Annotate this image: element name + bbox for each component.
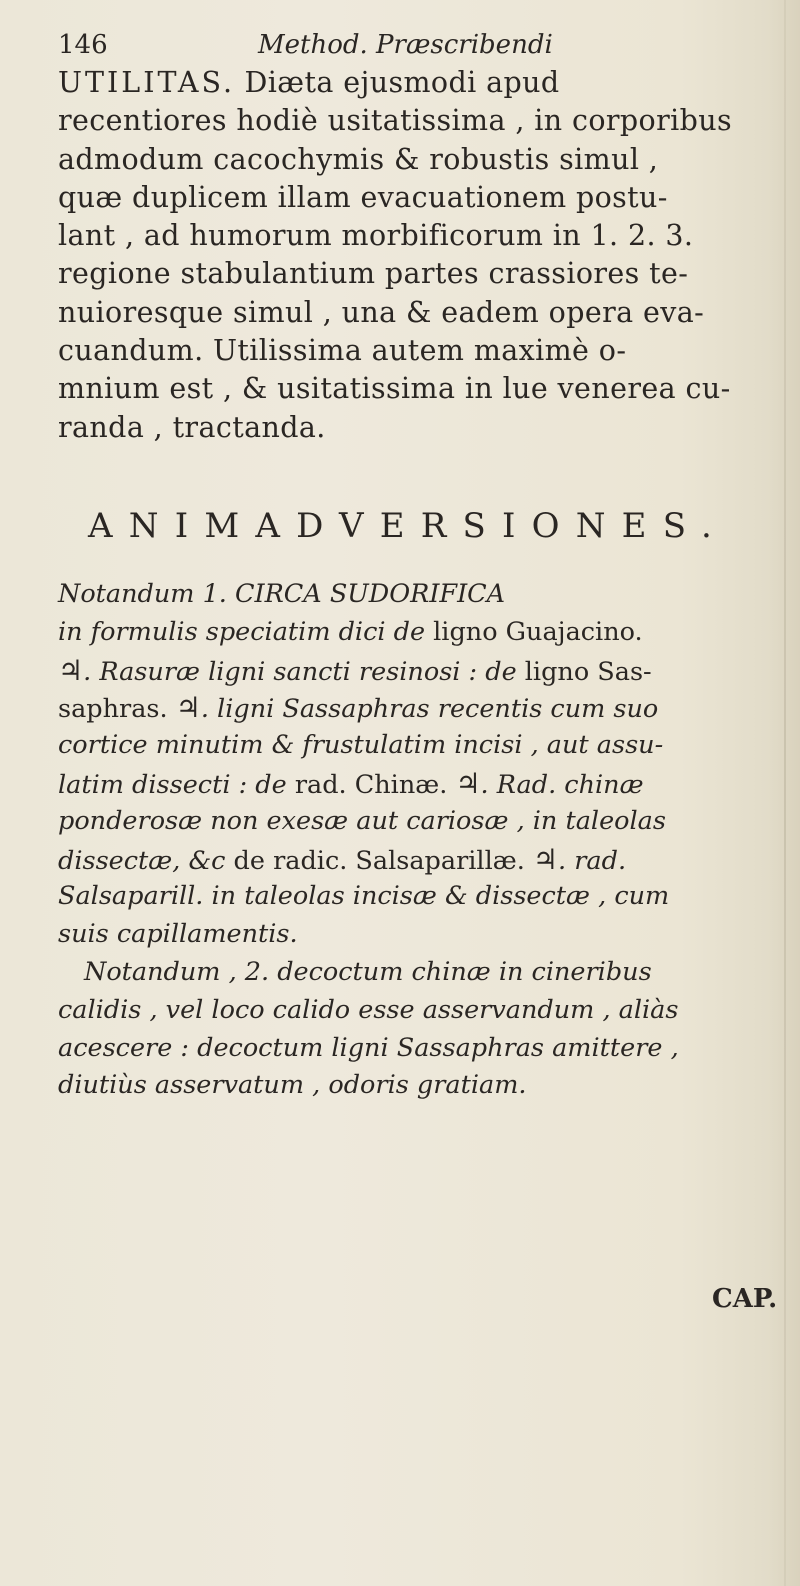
note-text: de radic. Salsaparillæ.: [233, 845, 533, 876]
note-text: dissectæ, &c: [58, 845, 234, 876]
note-text: in formulis speciatim dici de: [58, 616, 434, 647]
note-line: [58, 954, 778, 992]
note-text: cortice minutim & frustulatim incisi , aut assu-: [58, 730, 664, 761]
text-line: cuandum. Utilissima autem maximè o-: [58, 334, 627, 368]
note-text: acescere : decoctum ligni Sassaphras amittere ,: [58, 1032, 679, 1063]
line-text: Diæta ejusmodi apud: [235, 66, 560, 99]
note-text: . Rad. chinæ: [480, 769, 644, 800]
note-text: ligno Guajacino.: [433, 616, 643, 647]
recipe-symbol: ♃: [532, 842, 559, 876]
catchword: CAP.: [712, 1284, 778, 1314]
note-text: Salsaparill. in taleolas incisæ & dissectæ , cum: [58, 881, 670, 912]
utilitas-paragraph: [58, 64, 778, 447]
recipe-symbol: ♃: [58, 653, 84, 687]
note-text: calidis , vel loco calido esse asservandum , aliàs: [58, 994, 679, 1025]
section-heading: ANIMADVERSIONES.: [88, 506, 728, 546]
note-text: ligno Sas-: [524, 656, 652, 687]
note-line: [58, 916, 778, 954]
recipe-symbol: ♃: [455, 766, 481, 800]
text-line: quæ duplicem illam evacuationem postu-: [58, 180, 668, 214]
note-text: latim dissecti :: [58, 769, 256, 800]
note-line: [58, 841, 778, 879]
note-line: [58, 727, 778, 765]
note-text: de: [485, 656, 525, 687]
note-line: [58, 689, 778, 727]
note-text: suis capillamentis.: [58, 919, 298, 950]
note-text: Notandum , 2. decoctum chinæ in cineribus: [84, 956, 652, 987]
text-line: [58, 64, 778, 102]
note-text: . Rasuræ ligni sancti resinosi :: [83, 656, 486, 687]
page-number: 146: [58, 30, 108, 60]
note-text: saphras.: [58, 694, 176, 725]
text-line: lant , ad humorum morbificorum in 1. 2. 3.: [58, 219, 694, 253]
note-text: rad. Chinæ.: [294, 769, 456, 800]
note-line: [58, 803, 778, 841]
text-line: admodum cacochymis & robustis simul ,: [58, 142, 659, 176]
running-head: Method. Præscribendi: [258, 30, 553, 60]
text-line: randa , tractanda.: [58, 410, 326, 444]
note-text: ponderosæ non exesæ aut cariosæ , in taleolas: [58, 805, 666, 836]
note-line: [58, 1067, 778, 1105]
note-line: [58, 614, 778, 652]
text-line: regione stabulantium partes crassiores te-: [58, 257, 689, 291]
note-text: . ligni Sassaphras recentis cum suo: [200, 694, 659, 725]
text-line: recentiores hodiè usitatissima , in corporibus: [58, 104, 733, 138]
page-edge: [784, 0, 786, 1586]
text-line: nuioresque simul , una & eadem opera eva-: [58, 295, 705, 329]
note-line: [58, 576, 778, 614]
animadversiones-notes: [58, 576, 778, 1105]
note-line: [58, 652, 778, 690]
page-header: [58, 30, 618, 64]
note-line: [58, 765, 778, 803]
note-text: Notandum 1. CIRCA SUDORIFICA: [58, 579, 506, 609]
lead-word: UTILITAS.: [58, 66, 236, 99]
note-line: [58, 1030, 778, 1068]
note-text: de: [255, 769, 295, 800]
note-text: diutiùs asservatum , odoris gratiam.: [58, 1070, 527, 1101]
note-text: . rad.: [558, 845, 627, 876]
note-line: [58, 878, 778, 916]
note-line: [58, 992, 778, 1030]
recipe-symbol: ♃: [175, 691, 201, 725]
text-line: mnium est , & usitatissima in lue venerea cu-: [58, 372, 731, 406]
